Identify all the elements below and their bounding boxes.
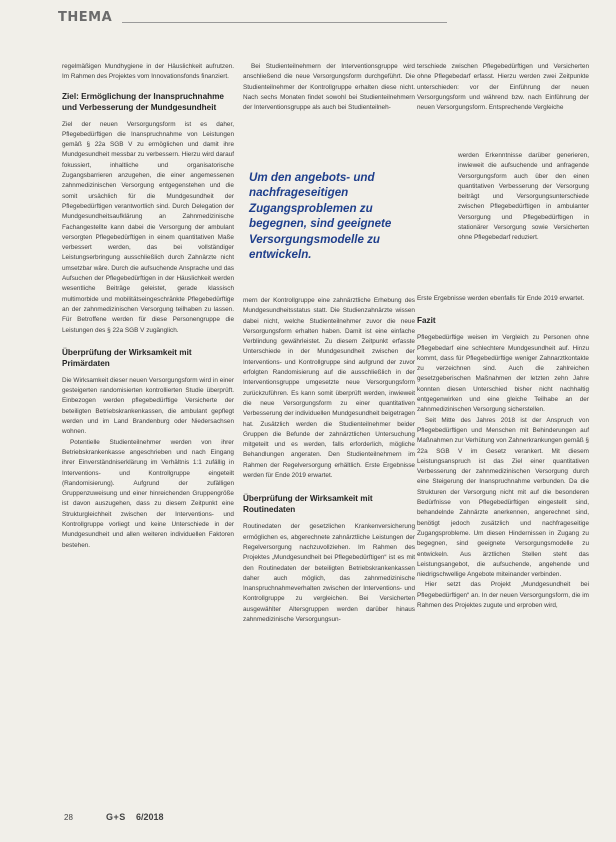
section-title: THEMA: [58, 10, 113, 25]
col3-paragraph-3: Pflegebedürftige weisen im Vergleich zu Personen ohne Pflegebedarf eine schlechtere Mundgesundheit auf. Hinzu kommt, dass für Pflegebedürftige weniger Zahnarztkontakte zu verzeichnen sind. Auch die zahlreichen gesetzgeberischen Maßnahmen der letzten zehn Jahre konnten diesen Unterschied bisher nicht nachhaltig entgegenwirken und eine gleiche Teilhabe an der zahnmedizinischen Versorgung sicherstellen.: [417, 334, 589, 414]
page-number: 28: [64, 813, 73, 822]
col2-paragraph-1: Bei Studienteilnehmern der Interventionsgruppe wird anschließend die neue Versorgungsform durchgeführt. Die Studienteilnehmer der Kontrollgruppe erhalten diese nicht. Nach sechs Monaten findet sowohl bei Studienteilnehmern der Interventionsgruppe als auch bei Studienteilneh-: [243, 63, 415, 112]
col2-heading-routine-data: Überprüfung der Wirksamkeit mit Routinedaten: [243, 494, 373, 515]
magazine-name: G+S: [106, 812, 126, 822]
col2-paragraph-3: Routinedaten der gesetzlichen Krankenversicherung ermöglichen es, abgerechnete zahnärztliche Leistungen der Regelversorgung nachzuvollziehen. Im Rahmen des Projektes „Mundgesundheit bei Pflegebedürftigen“ ist es mit den Routinedaten der beteiligten Betriebskrankenkassen daher auch möglich, das zahnmedizinische Inanspruchnahmeverhalten zwischen der Interventions- und Kontrollgruppe zu vergleichen. Bei Versicherten ausgewählter Altersgruppen werden darüber hinaus zahnmedizinische Versorgungsun-: [243, 523, 415, 624]
column-3-top: [417, 62, 589, 113]
col3-paragraph-5: Hier setzt das Projekt „Mundgesundheit bei Pflegebedürftigen“ an. In der neuen Versorgungsform, die im Rahmen des Projektes zugute und erproben wird,: [417, 581, 589, 610]
col3-paragraph-2: Erste Ergebnisse werden ebenfalls für Ende 2019 erwartet.: [417, 295, 585, 302]
col1-paragraph-1: Ziel der neuen Versorgungsform ist es daher, Pflegebedürftigen die Inanspruchnahme von Leistungen gemäß § 22a SGB V zu ermöglichen und damit ihre Mundgesundheit messbar zu verbessern. Hierzu wird darauf fokussiert, inhaltliche und organisatorische Zugangsbarrieren anzugehen, die einer angemessenen zahnmedizinischen Versorgung entgegenstehen und die somit ursächlich für die Mundgesundheit der Pflegebedürftigen verantwortlich sind. Durch Delegation der Mundgesundheitsaufklärung an Zahnmedizinische Fachangestellte kann dabei die Versorgung der ambulant versorgten Pflegebedürftigen in einem quantitativen Maße verbessert werden, das bei vollständiger Leistungserbringung ausschließlich durch Zahnärzte nicht umsetzbar wäre. Durch die aufsuchende Ansprache und das Aufsuchen der Pflegebedürftigen in der Häuslichkeit werden wesentliche Beiträge geleistet, gerade klassisch multimorbide und mobilitätseingeschränkte Pflegebedürftige an der zahnmedizinischen Versorgung teilhaben zu lassen. Für Betroffene werden für diese Personengruppe die Leistungen des § 22a SGB V zugänglich.: [62, 120, 234, 334]
col1-heading-goal: Ziel: Ermöglichung der Inanspruchnahme und Verbesserung der Mundgesundheit: [62, 91, 224, 112]
col2-paragraph-2: mern der Kontrollgruppe eine zahnärztliche Erhebung des Mundgesundheitsstatus statt. Die Studienzahnärzte wissen dabei nicht, welche Studienteilnehmer zuvor die neue Versorgungsform erhalten haben. Damit ist eine einfache Verblindung gewährleistet. Zu diesem Zeitpunkt erfasste Unterschiede in der Mundgesundheit zwischen der Interventions- und Kontrollgruppe sind aufgrund der zuvor erfolgten Randomisierung auf die ausschließlich in der Interventionsgruppe umgesetzte neue Versorgungsform zurückzuführen. Es kann somit überprüft werden, inwieweit die neue Versorgungsform zu einer quantitativen Verbesserung der individuellen Mundgesundheit beigetragen hat. Zusätzlich werden die Studienteilnehmer beider Gruppen die Befunde der zahnärztlichen Untersuchung mitgeteilt und es werden, falls erforderlich, mögliche Behandlungen angeraten. Den Studienteilnehmern im Rahmen der Regelversorgung erhältlich. Erste Ergebnisse werden für Ende 2019 erwartet.: [243, 297, 415, 480]
col1-paragraph-3: Potentielle Studienteilnehmer werden von ihrer Betriebskrankenkasse angeschrieben und nach Eingang ihrer Einverständniserklärung im Verhältnis 1:1 zufällig in Interventions- und Kontrollgruppe eingeteilt (Randomisierung). Aufgrund der zufälligen Gruppenzuweisung und einer hinreichenden Gruppengröße ist davon auszugehen, dass zu diesem Zeitpunkt eine Strukturgleichheit zwischen der Interventions- und Kontrollgruppe vorliegt und keine Unterschiede in der Mundgesundheit und allen weiteren individuellen Faktoren bestehen.: [62, 438, 234, 549]
col1-heading-primary-data: Überprüfung der Wirksamkeit mit Primärdaten: [62, 347, 192, 368]
column-2-top: [243, 62, 415, 113]
page-footer: [64, 812, 364, 826]
column-1: [62, 62, 234, 551]
col3-paragraph-4: Seit Mitte des Jahres 2018 ist der Anspruch von Pflegebedürftigen und Menschen mit Behinderungen auf Maßnahmen zur Verhütung von Zahnerkrankungen gemäß § 22a SGB V im Gesetz verankert. Mit diesem Leistungsanspruch ist das Ziel einer quantitativen Verbesserung der zahnmedizinischen Versorgung durch eine Steigerung der Inanspruchnahme verbunden. Da die Strukturen der Versorgung nicht mit auf die besonderen Bedürfnisse von Pflegebedürftigen eingestellt sind, behandelnde Zahnärzte anerkennen, angerechnet sind, benötigt jedoch zusätzlich und nachfrageseitige Zugangsprobleme. Um diesen Hindernissen in Zugang zu begegnen, sind geeignete Versorgungsmodelle zu entwickeln. Aus ärztlichen Stellen steht das Leistungsangebot, die aufsuchende, angehende und niedrigschwellige Angebote miteinander verbinden.: [417, 416, 589, 579]
header-rule: [122, 22, 447, 23]
column-3-bottom: [417, 294, 589, 611]
column-3-narrow: werden Erkenntnisse darüber generieren, inwieweit die aufsuchende und anfragende Versorgungsform auch über den einen quantitativen Verbesserung der Versorgung beiträgt und Versorgungsunterschiede zwischen Pflegebedürftigen in ambulanter Versorgung und Pflegebedürftigen in stationärer Versorgung sowie Versicherten ohne Pflegebedarf reduziert.: [458, 152, 589, 242]
col3-paragraph-1: terschiede zwischen Pflegebedürftigen und Versicherten ohne Pflegebedarf erfasst. Hierzu werden zwei Zeitpunkte unterschieden: vor der Einführung der neuen Versorgungsform und während bzw. nach Einführung der neuen Versorgungsform. Entsprechende Vergleiche: [417, 63, 589, 112]
issue-number: 6/2018: [136, 812, 164, 822]
col1-intro: regelmäßigen Mundhygiene in der Häuslichkeit aufrutzen. Im Rahmen des Projektes vom Innovationsfonds finanziert.: [62, 63, 234, 81]
page-header: [58, 10, 578, 30]
col1-paragraph-2: Die Wirksamkeit dieser neuen Versorgungsform wird in einer gesteigerten randomisierten kontrollierten Studie überprüft. Einbezogen werden pflegebedürftige Versicherte der beteiligten Betriebskrankenkassen, die ambulant gepflegt werden und im Land Brandenburg oder Niedersachsen wohnen.: [62, 376, 234, 436]
column-2-bottom: [243, 296, 415, 625]
pull-quote: Um den angebots- und nachfrageseitigen Zugangsproblemen zu begegnen, sind geeignete Versorgungsmodelle zu entwickeln.: [249, 171, 392, 262]
col3-heading-conclusion: Fazit: [417, 316, 436, 326]
